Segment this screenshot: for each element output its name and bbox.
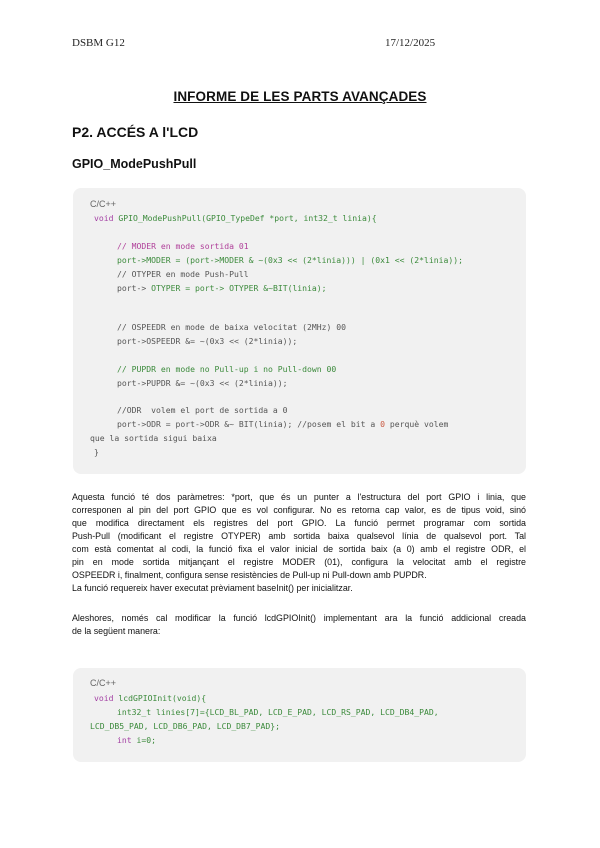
code-line: // OSPEEDR en mode de baixa velocitat (2MHz) 00 — [117, 322, 347, 332]
code-line: port->PUPDR &= ~(0x3 << (2*linia)); — [117, 378, 288, 388]
paragraph-line: OSPEEDR i, finalment, configura sense resistències de Pull-up ni Pull-down amb PUPDR. — [72, 570, 427, 580]
code-line: que la sortida sigui baixa — [90, 433, 217, 443]
code-line: // PUPDR en mode no Pull-up i no Pull-down 00 — [117, 364, 337, 374]
code-line: port->MODER = (port->MODER & ~(0x3 << (2*linia))) | (0x1 << (2*linia)); — [117, 255, 463, 265]
code-line: //ODR volem el port de sortida a 0 — [117, 405, 288, 415]
subsection-heading: GPIO_ModePushPull — [72, 157, 197, 171]
paragraph-line: pin en mode sortida mitjançant el registre MODER (01), configura la velocitat amb el registre — [72, 557, 526, 567]
code-line: void GPIO_ModePushPull(GPIO_TypeDef *port, int32_t linia){ — [94, 213, 377, 223]
section-heading: P2. ACCÉS A l'LCD — [72, 124, 199, 140]
header-left: DSBM G12 — [72, 37, 125, 49]
header-date: 17/12/2025 — [385, 37, 436, 49]
code-line: port->OSPEEDR &= ~(0x3 << (2*linia)); — [117, 336, 298, 346]
code-block-1 — [73, 188, 526, 474]
paragraph-line: Push-Pull (modificant el registre OTYPER) amb sortida baixa qualsevol línia de qualsevol port. Tal — [72, 531, 526, 541]
code-block-2 — [73, 668, 526, 762]
paragraph-line: que modifica directament els registres del port GPIO. La funció permet programar com sortida — [72, 518, 526, 528]
code-language-label: C/C++ — [90, 199, 117, 209]
paragraph-line: corresponen al pin del port GPIO que es vol configurar. No es retorna cap valor, es de tipus void, sinó — [72, 505, 526, 515]
code-line: void lcdGPIOInit(void){ — [94, 693, 207, 703]
code-line: // MODER en mode sortida 01 — [117, 241, 249, 251]
paragraph-line: de la següent manera: — [72, 626, 161, 636]
code-line: int i=0; — [117, 735, 156, 745]
code-line: } — [94, 447, 99, 457]
description-paragraph — [72, 491, 526, 595]
code-line: port-> OTYPER = port-> OTYPER &~BIT(linia); — [117, 283, 327, 293]
code-line: LCD_DB5_PAD, LCD_DB6_PAD, LCD_DB7_PAD}; — [90, 721, 281, 731]
intro-paragraph — [72, 612, 526, 638]
code-line: // OTYPER en mode Push-Pull — [117, 269, 249, 279]
document-title: INFORME DE LES PARTS AVANÇADES — [173, 89, 427, 104]
paragraph-line: com està comentat al codi, la funció fixa el valor inicial de sortida baix (a 0) amb el registre ODR, el — [72, 544, 526, 554]
code-line: port->ODR = port->ODR &~ BIT(linia); //posem el bit a 0 perquè volem — [117, 419, 449, 429]
code-line: int32_t linies[7]={LCD_BL_PAD, LCD_E_PAD, LCD_RS_PAD, LCD_DB4_PAD, — [117, 707, 439, 717]
code-language-label: C/C++ — [90, 678, 117, 688]
paragraph-line: Aquesta funció té dos paràmetres: *port, que és un punter a l'estructura del port GPIO i linia, que — [72, 492, 526, 502]
paragraph-line: Aleshores, només cal modificar la funció lcdGPIOInit() implementant ara la funció addicional creada — [72, 613, 526, 623]
paragraph-line: La funció requereix haver executat prèviament baseInit() per inicialitzar. — [72, 583, 353, 593]
